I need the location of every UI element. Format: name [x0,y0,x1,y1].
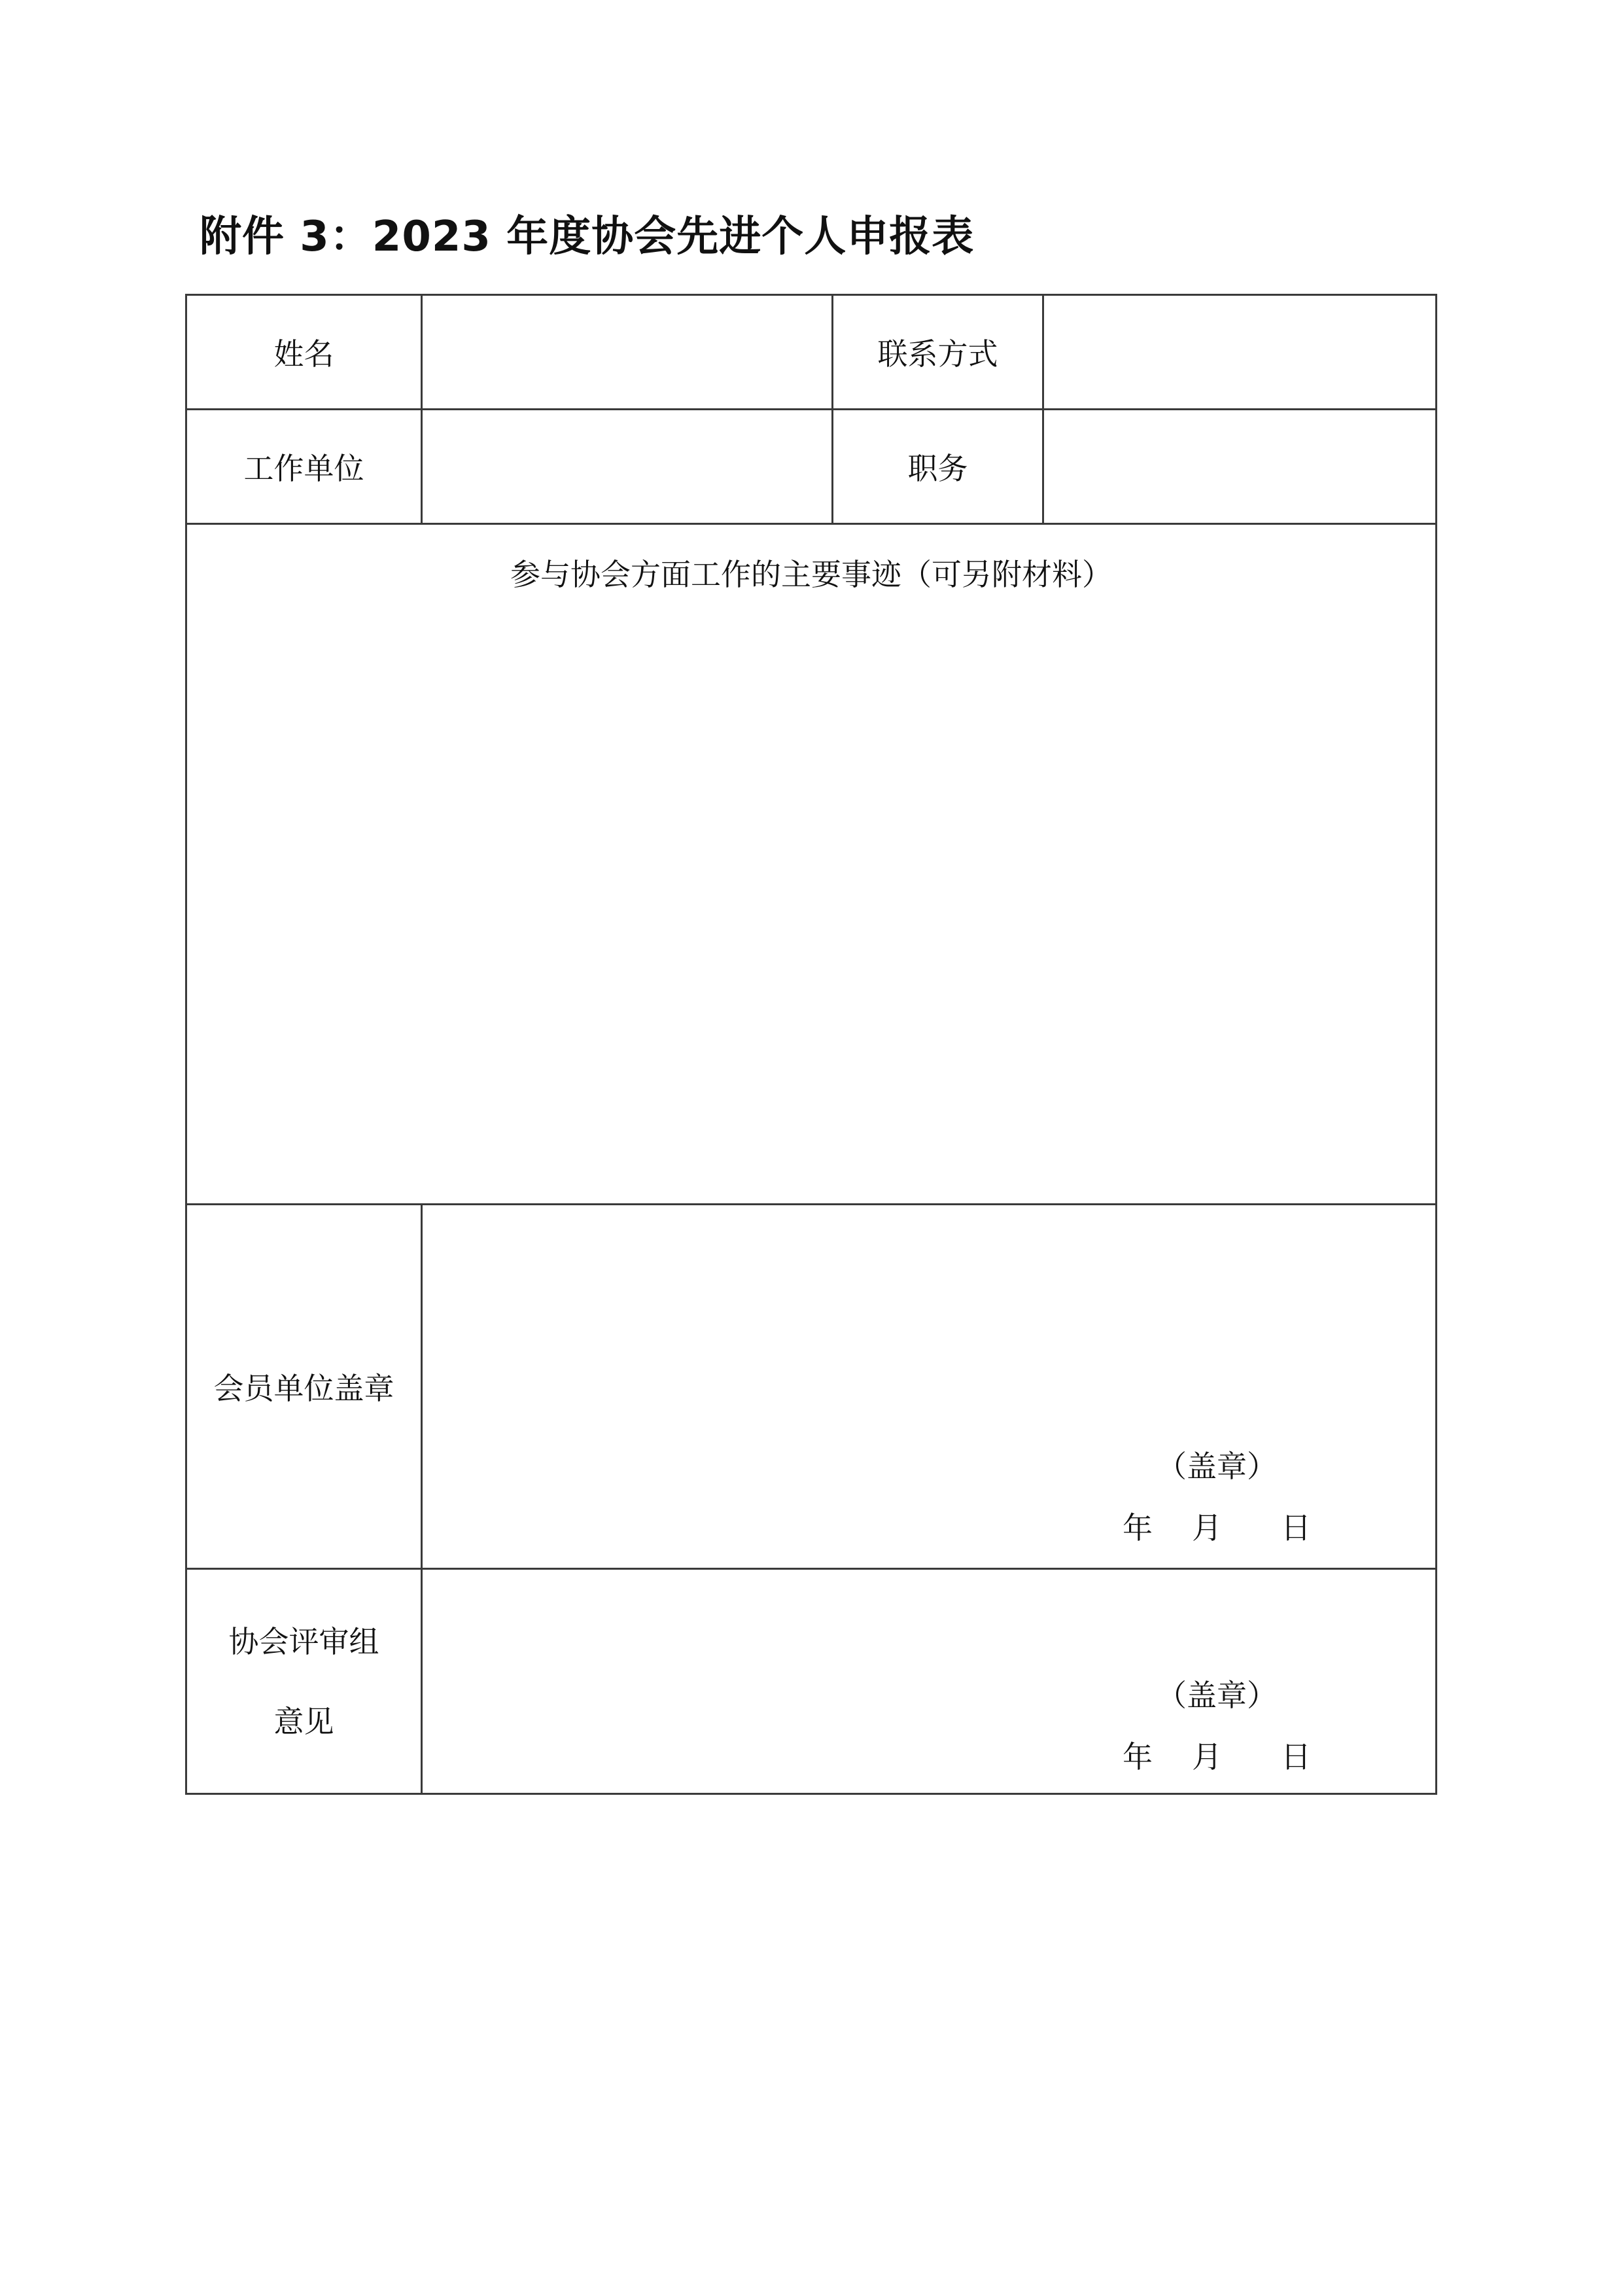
member-date-day: 日 [1281,1510,1311,1545]
form-row-review [186,1569,1437,1794]
workplace-field[interactable] [422,410,833,524]
member-seal-block [1123,1451,1311,1543]
form-row-name-contact [186,295,1437,410]
review-stamp-label: （盖章） [1157,1678,1277,1713]
member-date-line [1123,1510,1311,1545]
page-title: 附件 3：2023 年度协会先进个人申报表 [200,213,975,261]
review-date-line [1123,1739,1311,1775]
review-date-month: 月 [1192,1739,1222,1775]
position-label: 职务 [833,410,1043,524]
review-label-line2: 意见 [273,1703,334,1739]
application-form-table [185,294,1437,1795]
member-seal-label: 会员单位盖章 [186,1205,422,1569]
contact-field[interactable] [1043,295,1437,410]
workplace-label: 工作单位 [186,410,422,524]
member-date-year: 年 [1123,1510,1153,1545]
deeds-field[interactable] [186,524,1437,1205]
name-field[interactable] [422,295,833,410]
review-opinion-field[interactable] [422,1569,1437,1794]
form-row-member-seal [186,1205,1437,1569]
member-seal-field[interactable] [422,1205,1437,1569]
review-label-line1: 协会评审组 [228,1623,379,1659]
deeds-heading: 参与协会方面工作的主要事迹（可另附材料） [510,557,1112,592]
name-label: 姓名 [186,295,422,410]
form-row-workplace-position [186,410,1437,524]
review-date-day: 日 [1281,1739,1311,1775]
review-seal-block [1123,1678,1311,1775]
contact-label: 联系方式 [833,295,1043,410]
form-row-deeds [186,524,1437,1205]
position-field[interactable] [1043,410,1437,524]
review-date-year: 年 [1123,1739,1153,1775]
member-date-month: 月 [1192,1510,1222,1545]
member-stamp-label: （盖章） [1157,1449,1277,1484]
review-label [186,1569,422,1794]
